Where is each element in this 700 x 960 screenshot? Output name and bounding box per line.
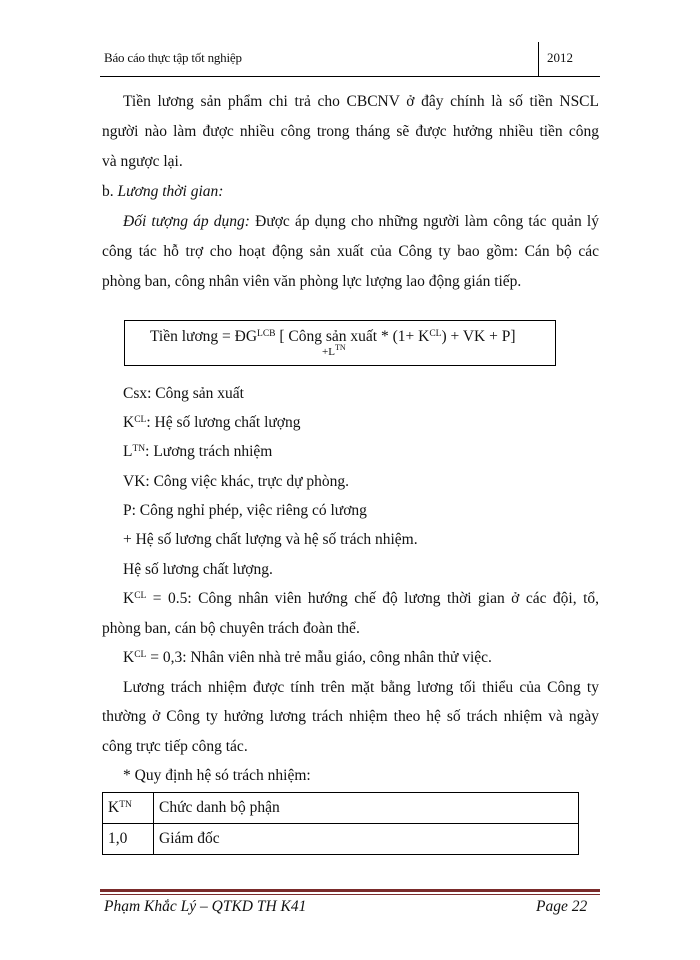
paragraph-line: Lương trách nhiệm được tính trên mặt bằng lương tối thiểu của Công ty bbox=[123, 679, 599, 696]
symbol-sup: CL bbox=[134, 650, 147, 660]
symbol-sup: CL bbox=[134, 415, 147, 425]
section-prefix: b. bbox=[102, 183, 118, 200]
kcl-05-cont: phòng ban, cán bộ chuyên trách đoàn thể. bbox=[102, 620, 360, 637]
symbol-sup: TN bbox=[119, 800, 132, 810]
footer-page-number: Page 22 bbox=[536, 898, 588, 915]
table-header-coef bbox=[103, 793, 154, 824]
footer-rule bbox=[100, 889, 600, 892]
table-header-title: Chức danh bộ phận bbox=[154, 793, 579, 824]
table-row bbox=[103, 824, 579, 855]
paragraph-line: công trực tiếp công tác. bbox=[102, 738, 248, 755]
applies-to-label: Đối tượng áp dụng: bbox=[123, 213, 250, 230]
formula-mid: [ Công sản xuất * (1+ K bbox=[275, 328, 430, 345]
formula-lcb-sup: LCB bbox=[257, 329, 276, 339]
definition-kcl bbox=[123, 414, 301, 432]
table-header-row bbox=[103, 793, 579, 824]
kcl-03-line bbox=[123, 649, 492, 667]
formula-rest: ) + VK + P] bbox=[441, 328, 516, 345]
coef-heading: + Hệ số lương chất lượng và hệ số trách nhiệm. bbox=[123, 531, 418, 548]
header-rule bbox=[100, 76, 600, 77]
definition-text: = 0,3: Nhân viên nhà trẻ mẫu giáo, công nhân thử việc. bbox=[146, 649, 492, 666]
responsibility-table bbox=[102, 792, 579, 855]
footer-rule-thin bbox=[100, 894, 600, 895]
definition-ltn bbox=[123, 443, 272, 461]
formula-main bbox=[150, 328, 516, 346]
symbol: L bbox=[123, 443, 133, 460]
paragraph-line bbox=[123, 213, 599, 231]
formula-tn-sup: TN bbox=[334, 343, 346, 352]
footer-author: Phạm Khắc Lý – QTKD TH K41 bbox=[104, 898, 307, 915]
paragraph-line: người nào làm được nhiều công trong tháng sẽ được hưởng nhiều tiền công bbox=[102, 123, 599, 140]
symbol: K bbox=[123, 414, 135, 431]
formula-tail-text: +L bbox=[322, 346, 335, 358]
applies-to-text: Được áp dụng cho những người làm công tác quản lý bbox=[249, 213, 599, 230]
section-title: Lương thời gian: bbox=[117, 183, 224, 200]
definition-csx: Csx: Công sản xuất bbox=[123, 385, 244, 402]
symbol: K bbox=[123, 590, 135, 607]
definition-text: : Hệ số lương chất lượng bbox=[146, 414, 301, 431]
header-title: Báo cáo thực tập tốt nghiệp bbox=[104, 50, 242, 65]
table-cell-coef: 1,0 bbox=[103, 824, 154, 855]
formula-cl-sup: CL bbox=[429, 329, 442, 339]
symbol-sup: TN bbox=[132, 444, 146, 454]
table-cell-title: Giám đốc bbox=[154, 824, 579, 855]
paragraph-line: phòng ban, công nhân viên văn phòng lực lượng lao động gián tiếp. bbox=[102, 273, 522, 290]
definition-text: = 0.5: Công nhân viên hướng chế độ lương thời gian ở các đội, tổ, bbox=[146, 590, 599, 607]
definition-text: : Lương trách nhiệm bbox=[145, 443, 273, 460]
formula-lhs: Tiền lương = ĐG bbox=[150, 328, 258, 345]
paragraph-line: công tác hỗ trợ cho hoạt động sản xuất của Công ty bao gồm: Cán bộ các bbox=[102, 243, 599, 260]
header-year: 2012 bbox=[547, 50, 573, 65]
section-heading bbox=[102, 183, 223, 201]
paragraph-line: thường ở Công ty hưởng lương trách nhiệm theo hệ số trách nhiệm và ngày bbox=[102, 708, 599, 725]
kcl-05-line bbox=[123, 590, 599, 608]
rule-heading: * Quy định hệ só trách nhiệm: bbox=[123, 767, 311, 784]
symbol: K bbox=[108, 799, 120, 816]
symbol-sup: CL bbox=[134, 591, 147, 601]
header-divider bbox=[538, 42, 539, 76]
paragraph-line: Tiền lương sản phẩm chi trả cho CBCNV ở đây chính là số tiền NSCL bbox=[123, 93, 599, 110]
formula-tail bbox=[322, 343, 346, 358]
definition-vk: VK: Công việc khác, trực dự phòng. bbox=[123, 473, 350, 490]
definition-p: P: Công nghỉ phép, việc riêng có lương bbox=[123, 502, 367, 519]
quality-heading: Hệ số lương chất lượng. bbox=[123, 561, 273, 578]
symbol: K bbox=[123, 649, 135, 666]
paragraph-line: và ngược lại. bbox=[102, 153, 183, 170]
